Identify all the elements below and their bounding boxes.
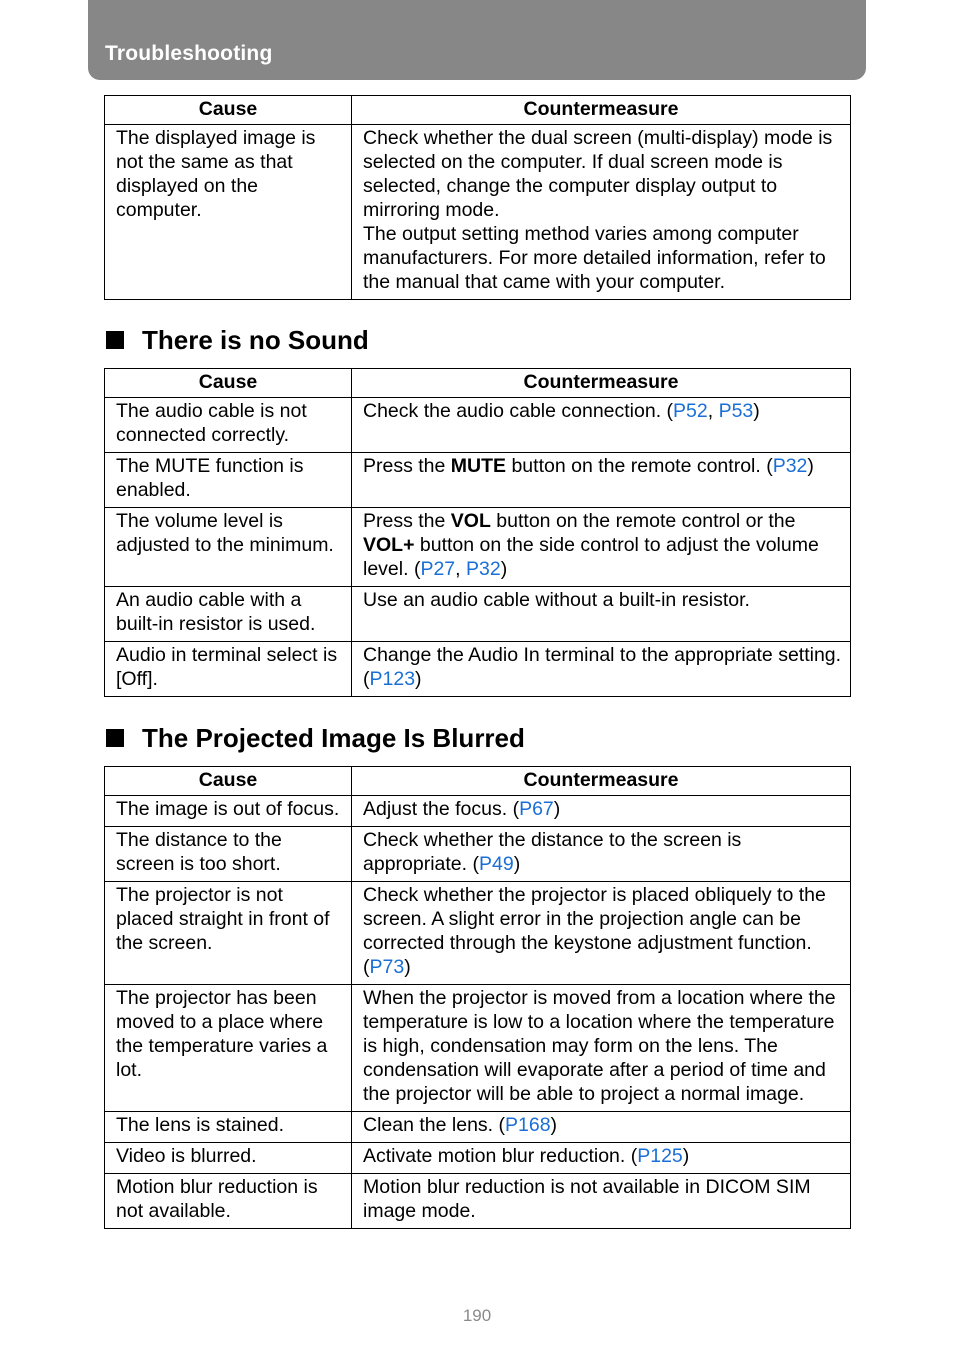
section-heading-image-blurred [106, 721, 525, 755]
cause-cell: Audio in terminal select is [Off]. [105, 642, 352, 697]
table-row [105, 587, 851, 642]
text-span: Check the audio cable connection. ( [363, 400, 674, 422]
table-row [105, 796, 851, 827]
button-name: MUTE [450, 455, 507, 477]
page-link[interactable]: P53 [718, 400, 754, 422]
countermeasure-cell [352, 1112, 851, 1143]
text-span: button on the remote control. ( [506, 455, 773, 477]
table-header-row [105, 96, 851, 125]
text-span: , [455, 558, 466, 580]
button-name: VOL [450, 510, 491, 532]
countermeasure-cell [352, 1174, 851, 1229]
column-header-countermeasure: Countermeasure [352, 767, 851, 796]
text-span: ) [807, 455, 814, 477]
text-span: ) [682, 1145, 690, 1167]
cause-cell: The image is out of focus. [105, 796, 352, 827]
countermeasure-cell [352, 453, 851, 508]
table-row [105, 1143, 851, 1174]
text-span: Adjust the focus. ( [363, 798, 520, 820]
text-span: ) [553, 798, 561, 820]
page-number: 190 [462, 1306, 492, 1325]
button-name: VOL+ [363, 534, 415, 556]
page-link[interactable]: P49 [478, 853, 514, 875]
text-span: button on the side control to adjust the volume level. ( [363, 534, 819, 580]
section-heading-no-sound [106, 323, 369, 357]
table-row [105, 398, 851, 453]
countermeasure-cell [352, 125, 851, 300]
column-header-cause: Cause [105, 767, 352, 796]
cause-cell: The volume level is adjusted to the minimum. [105, 508, 352, 587]
column-header-cause: Cause [105, 96, 352, 125]
countermeasure-cell [352, 882, 851, 985]
table-row [105, 985, 851, 1112]
square-bullet-icon [106, 331, 124, 349]
countermeasure-cell [352, 827, 851, 882]
section-heading-text: The Projected Image Is Blurred [142, 722, 525, 753]
cause-cell: Video is blurred. [105, 1143, 352, 1174]
column-header-countermeasure: Countermeasure [352, 96, 851, 125]
cause-cell: The projector has been moved to a place where the temperature varies a lot. [105, 985, 352, 1112]
countermeasure-cell [352, 508, 851, 587]
table-header-row [105, 369, 851, 398]
cause-cell: Motion blur reduction is not available. [105, 1174, 352, 1229]
table-no-sound [104, 368, 851, 697]
table-image-blurred [104, 766, 851, 1229]
text-span: Activate motion blur reduction. ( [363, 1145, 638, 1167]
square-bullet-icon [106, 729, 124, 747]
text-span: Check whether the distance to the screen is appropriate. ( [363, 829, 742, 875]
table-row [105, 827, 851, 882]
text-span: ) [404, 956, 411, 978]
header-bar [88, 0, 866, 80]
cause-cell: The MUTE function is enabled. [105, 453, 352, 508]
countermeasure-cell [352, 587, 851, 642]
text-span: When the projector is moved from a location where the temperature is low to a location where the temperature is high, condensation may form on the lens. The condensation will evaporate after a period of time and the projector will be able to project a normal image. [363, 987, 836, 1105]
table-row [105, 125, 851, 300]
page-link[interactable]: P168 [505, 1114, 551, 1136]
section-heading-text: There is no Sound [142, 324, 369, 355]
page-link[interactable]: P123 [369, 668, 416, 690]
countermeasure-cell [352, 398, 851, 453]
page-link[interactable]: P27 [420, 558, 456, 580]
column-header-countermeasure: Countermeasure [352, 369, 851, 398]
cause-cell: The lens is stained. [105, 1112, 352, 1143]
cause-cell: The audio cable is not connected correctly. [105, 398, 352, 453]
text-span: Change the Audio In terminal to the appropriate setting. ( [363, 644, 842, 690]
page-link[interactable]: P67 [519, 798, 554, 820]
text-span: Motion blur reduction is not available in DICOM SIM image mode. [363, 1176, 811, 1222]
table-row [105, 508, 851, 587]
table-row [105, 1174, 851, 1229]
text-span: Press the [363, 510, 451, 532]
text-span: button on the remote control or the [490, 510, 796, 532]
cause-cell: The distance to the screen is too short. [105, 827, 352, 882]
cause-cell: The projector is not placed straight in front of the screen. [105, 882, 352, 985]
countermeasure-cell [352, 985, 851, 1112]
table-row [105, 642, 851, 697]
text-span: ) [500, 558, 508, 580]
column-header-cause: Cause [105, 369, 352, 398]
page-link[interactable]: P73 [369, 956, 405, 978]
text-span: Check whether the projector is placed obliquely to the screen. A slight error in the projection angle can be corrected through the keystone adjustment function. ( [363, 884, 826, 978]
table-row [105, 1112, 851, 1143]
countermeasure-paragraph: The output setting method varies among computer manufacturers. For more detailed information, refer to the manual that came with your computer. [363, 223, 826, 293]
table-row [105, 882, 851, 985]
countermeasure-cell [352, 796, 851, 827]
page-link[interactable]: P52 [673, 400, 708, 422]
cause-cell: An audio cable with a built-in resistor is used. [105, 587, 352, 642]
text-span: Clean the lens. ( [363, 1114, 505, 1136]
text-span: Press the [363, 455, 451, 477]
table-header-row [105, 767, 851, 796]
countermeasure-cell [352, 642, 851, 697]
page-link[interactable]: P125 [637, 1145, 683, 1167]
cause-cell: The displayed image is not the same as that displayed on the computer. [105, 125, 352, 300]
header-title: Troubleshooting [105, 42, 273, 65]
text-span: ) [753, 400, 760, 422]
countermeasure-cell [352, 1143, 851, 1174]
text-span: ) [513, 853, 521, 875]
table-display-mismatch [104, 95, 851, 300]
page-link[interactable]: P32 [465, 558, 501, 580]
countermeasure-paragraph: Check whether the dual screen (multi-display) mode is selected on the computer. If dual screen mode is selected, change the computer display output to mirroring mode. [363, 127, 833, 221]
page-link[interactable]: P32 [772, 455, 808, 477]
text-span: ) [550, 1114, 558, 1136]
text-span: , [707, 400, 719, 422]
table-row [105, 453, 851, 508]
text-span: Use an audio cable without a built-in resistor. [363, 589, 750, 611]
text-span: ) [415, 668, 422, 690]
